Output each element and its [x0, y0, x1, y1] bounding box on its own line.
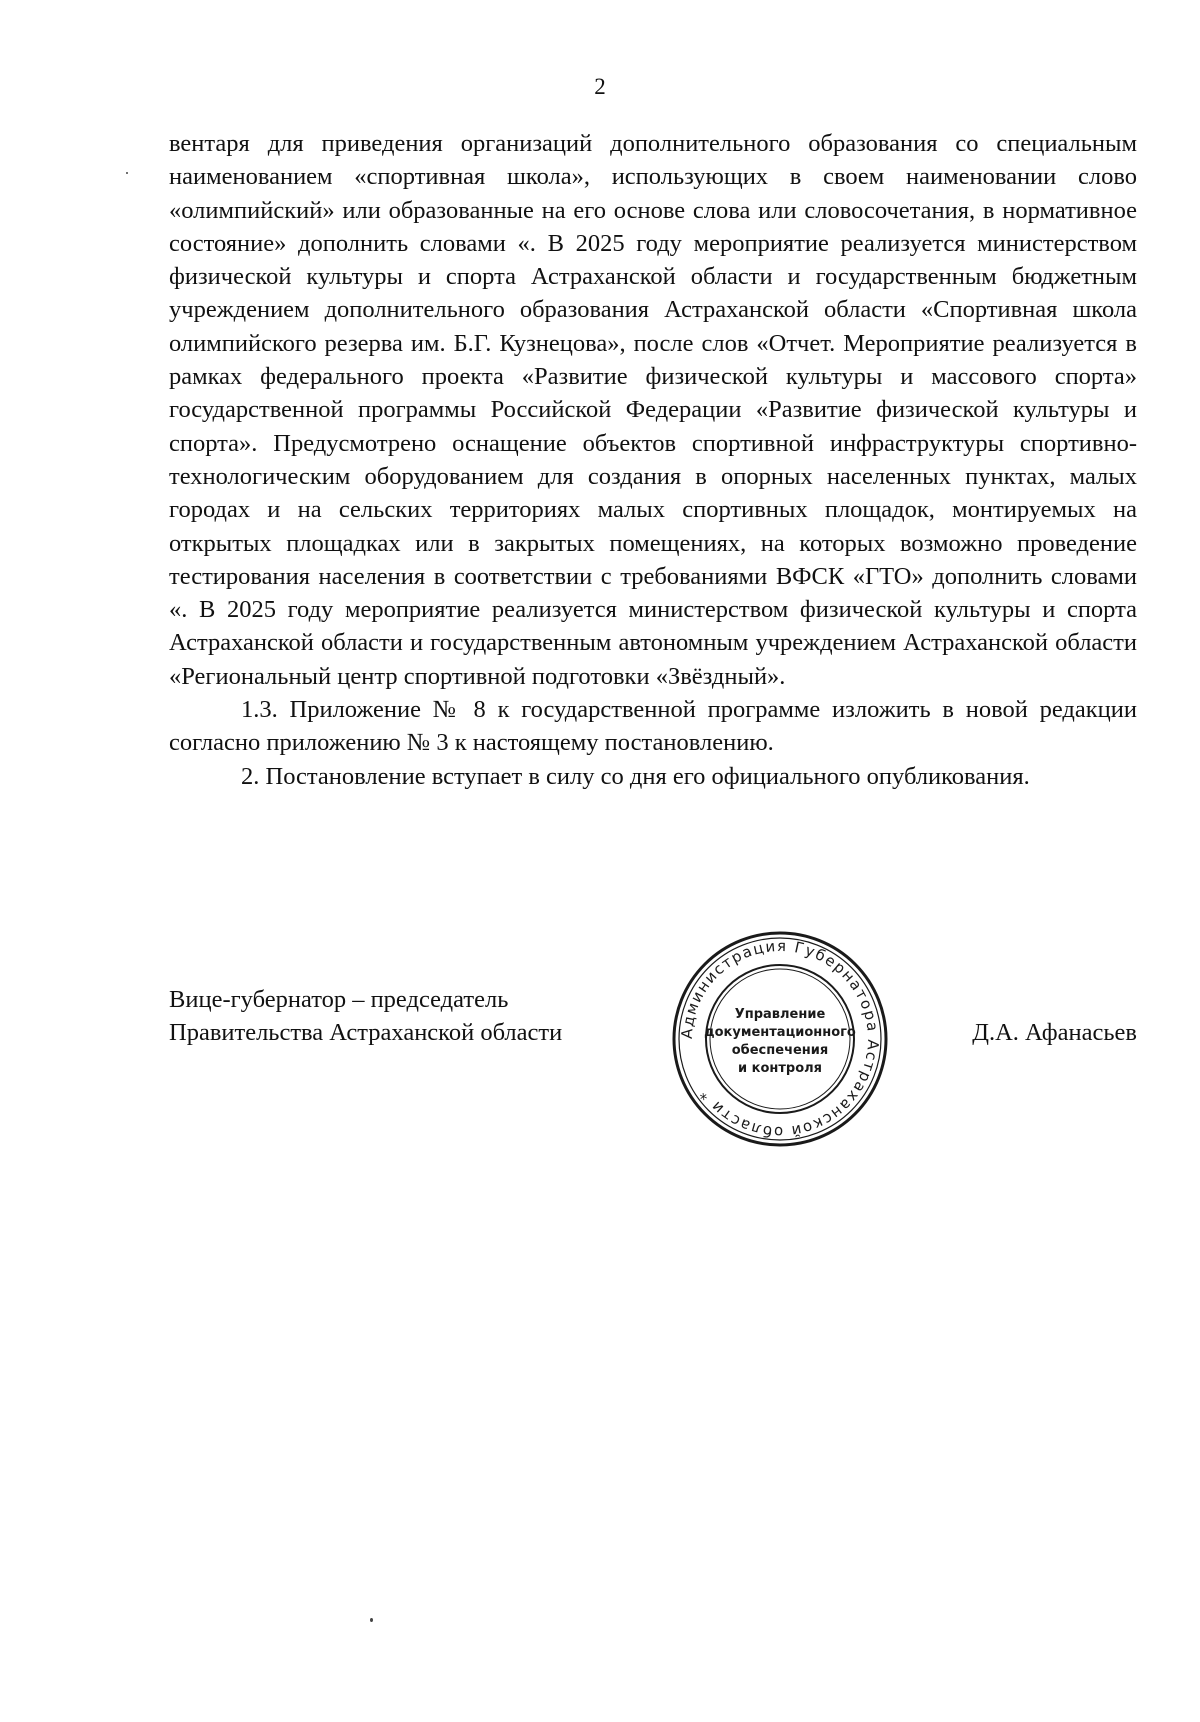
stamp-inner-line1: Управление [734, 1007, 826, 1022]
paragraph-item-1-3: 1.3. Приложение № 8 к государственной программе изложить в новой редакции согласно приложению № 3 к настоящему постановлению. [169, 696, 1137, 757]
scan-speck [126, 172, 128, 174]
document-body [169, 127, 1137, 793]
paragraph-amendment: вентаря для приведения организаций дополнительного образования со специальным наименованием «спортивная школа», использующих в своем наименовании слово «олимпийский» или образованные на его основе слова или словосочетания, в нормативное состояние» дополнить словами «. В 2025 году мероприятие реализуется министерством физической культуры и спорта Астраханской области и государственным бюджетным учреждением дополнительного образования Астраханской области «Спортивная школа олимпийского резерва им. Б.Г. Кузнецова», после слов «Отчет. Мероприятие реализуется в рамках федерального проекта «Развитие физической культуры и массового спорта» государственной программы Российской Федерации «Развитие физической культуры и спорта». Предусмотрено оснащение объектов спортивной инфраструктуры спортивно-технологическим оборудованием для создания в опорных населенных пунктах, малых городах и на сельских территориях малых спортивных площадок, монтируемых на открытых площадках или в закрытых помещениях, на которых возможно проведение тестирования населения в соответствии с требованиями ВФСК «ГТО» дополнить словами «. В 2025 году мероприятие реализуется министерством физической культуры и спорта Астраханской области и государственным автономным учреждением Астраханской области «Региональный центр спортивной подготовки «Звёздный». [169, 130, 1137, 690]
signature-name: Д.А. Афанасьев [972, 1019, 1137, 1046]
signature-title-line2: Правительства Астраханской области [169, 1019, 563, 1046]
scan-speck [370, 1618, 373, 1622]
stamp-outer-text-path: Администрация Губернатора Астраханской области * [677, 936, 883, 1142]
official-stamp [669, 928, 891, 1150]
signature-title-line1: Вице-губернатор – председатель [169, 986, 509, 1013]
signature-title [169, 983, 649, 1049]
page-number: 2 [594, 74, 606, 99]
paragraph-item-2: 2. Постановление вступает в силу со дня его официального опубликования. [241, 762, 1030, 790]
stamp-inner-line2: документационного [704, 1025, 856, 1040]
stamp-inner-line3: обеспечения [731, 1043, 829, 1058]
stamp-inner-line4: и контроля [737, 1061, 823, 1076]
